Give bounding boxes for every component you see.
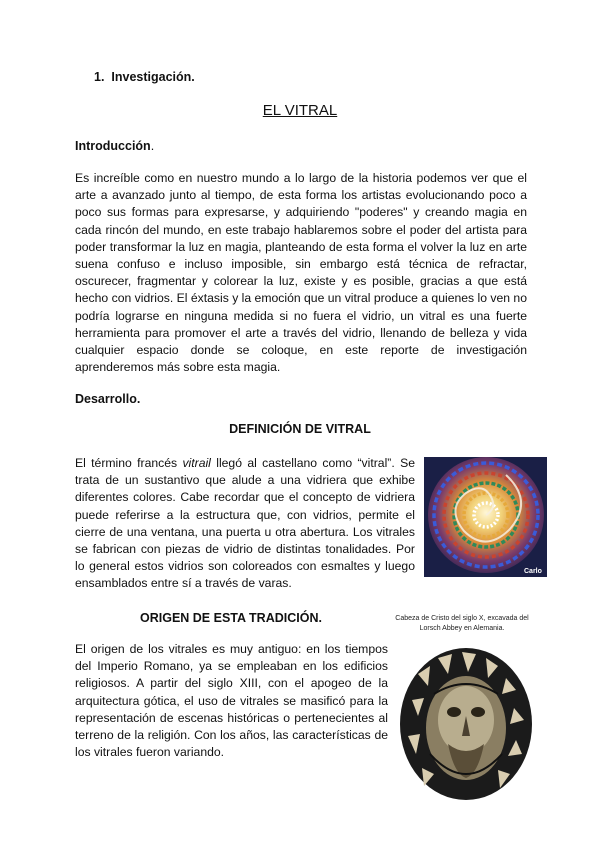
definicion-text-before: El término francés xyxy=(75,456,183,470)
definicion-text-after: llegó al castellano como “vitral”. Se trata de un sustantivo que alude a una vidriera que exhibe diferentes colores. Cabe recordar que el concepto de vidriera puede referirse a la estructura que, con vidrios, permite el cierre de una ventana, una puerta u otra abertura. Los vitrales se fabrican con piezas de vidrio de distintas tonalidades. Por lo general estos vidrios son coloreados con esmaltes y luego ensamblados entre sí a través de varas. xyxy=(75,456,415,591)
definicion-heading: DEFINICIÓN DE VITRAL xyxy=(229,422,371,436)
intro-paragraph: Es increíble como en nuestro mundo a lo largo de la historia podemos ver que el arte a avanzado junto al tiempo, de esta forma los artistas evolucionando poco a poco sus formas para expresarse, y adquiriendo "poderes" y creando magia en cada rincón del mundo, en este trabajo hablaremos sobre el poder del artista para poder transformar la luz en magia, planteando de esta forma el volver la luz en arte suena confuso e incluso imposible, sin embargo está técnica de refractar, oscurecer, fragmentar y colorear la luz, existe y es posible, gracias a que está hecho con vidrios. El éxtasis y la emoción que un vitral produce a quienes lo ven no podría lograrse en ninguna medida si no fuera el vidrio, un vitral es una fuerte herramienta para promover el arte a través del vidrio, llenando de belleza y vida cualquier espacio donde se coloque, en este reporte de investigación aprenderemos más sobre esta magia. xyxy=(75,171,527,375)
origen-paragraph: El origen de los vitrales es muy antiguo: en los tiempos del Imperio Romano, ya se empleaban en los edificios religiosos. A partir del siglo XIII, con el apogeo de la arquitectura gótica, el uso de vitrales se masificó para la representación de escenas históricas o pertenecientes al terreno de la religión. Con los años, las características de los vitrales fueron variando. xyxy=(75,642,388,760)
section-title: Investigación. xyxy=(111,70,195,84)
definicion-paragraph xyxy=(75,455,415,593)
section-number: 1. xyxy=(94,70,105,84)
intro-heading-text: Introducción xyxy=(75,139,151,153)
image-caption: Cabeza de Cristo del siglo X, excavada del Lorsch Abbey en Alemania. xyxy=(395,615,529,632)
intro-heading xyxy=(75,139,154,153)
intro-heading-period: . xyxy=(150,139,155,153)
section-heading xyxy=(94,70,195,84)
definicion-term: vitrail xyxy=(182,456,211,470)
image-watermark: Carlo xyxy=(524,568,542,575)
page-title: EL VITRAL xyxy=(262,102,338,119)
stained-glass-spiral-image xyxy=(424,457,547,577)
desarrollo-heading: Desarrollo. xyxy=(75,392,141,406)
christ-head-glass-image xyxy=(398,644,535,803)
origen-heading: ORIGEN DE ESTA TRADICIÓN. xyxy=(140,611,322,625)
